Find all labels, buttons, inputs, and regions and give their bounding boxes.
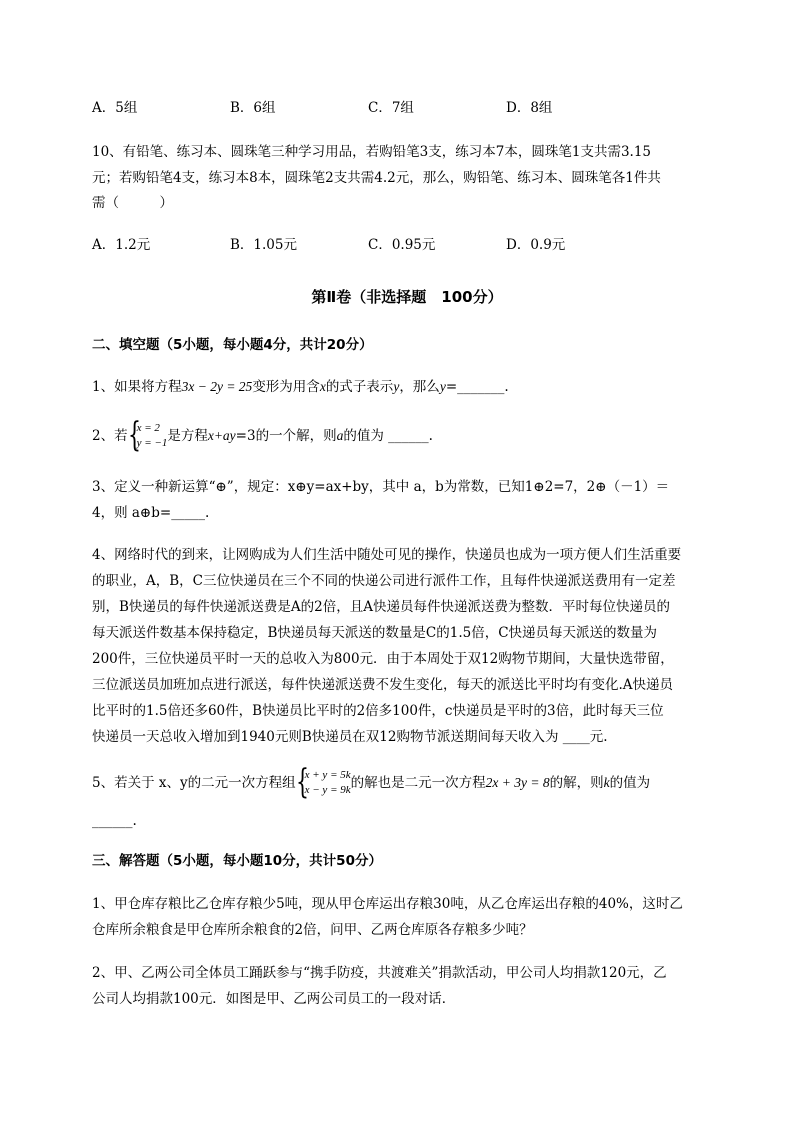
solve-q2-line1: 2、甲、乙两公司全体员工踊跃参与“携手防疫，共渡难关”捐款活动，甲公司人均捐款120元，乙	[92, 965, 667, 981]
equation-system	[295, 761, 351, 802]
fill-q4-line6: 三位派送员加班加点进行派送，每件快递派送费不发生变化，每天的派送比平时均有变化.A快递员	[92, 677, 674, 693]
q-text: 2、若	[92, 428, 128, 444]
equation: 2x + 3y = 8	[485, 775, 550, 790]
fill-q4-line1: 4、网络时代的到来，让网购成为人们生活中随处可见的操作，快递员也成为一项方便人们生活重要	[92, 547, 682, 563]
fill-q4-line8: 快递员一天总收入增加到1940元则B快递员在双12购物节派送期间每天收入为 ____元.	[92, 729, 608, 745]
q-text: 是方程	[167, 428, 208, 444]
solve-q2-line2: 公司人均捐款100元．如图是甲、乙两公司员工的一段对话．	[92, 991, 456, 1007]
q-text: 变形为用含	[252, 379, 320, 395]
q10-options	[92, 235, 722, 255]
option-d: D．8组	[506, 100, 553, 116]
answer-blank: 的值为 ______.	[343, 428, 433, 444]
q10-line2: 元；若购铅笔4支，练习本8本，圆珠笔2支共需4.2元，那么，购铅笔、练习本、圆珠笔各1件共	[92, 170, 661, 186]
q9-options	[92, 98, 722, 118]
fill-q3-line2: 4，则 a⊕b=_____.	[92, 505, 210, 521]
answer-blank: =_______.	[445, 379, 509, 395]
equation: 3x − 2y = 25	[181, 379, 253, 394]
var-y: y	[393, 379, 400, 394]
solve-q1-line1: 1、甲仓库存粮比乙仓库存粮少5吨，现从甲仓库运出存粮30吨，从乙仓库运出存粮的40%，这时乙	[92, 896, 683, 912]
system-eq-1: x = 2	[136, 421, 160, 434]
option-b: B．6组	[230, 100, 276, 116]
section-title: 二、填空题（5小题，每小题4分，共计20分）	[92, 337, 373, 353]
fill-q1	[92, 377, 509, 397]
fill-q4-line3: 别，B快递员的每件快递派送费是A的2倍，且A快递员每件快递派送费为整数．平时每位快递员的	[92, 599, 671, 615]
option-a: A．1.2元	[92, 237, 151, 253]
option-c: C．7组	[368, 100, 414, 116]
part-title: 第Ⅱ卷（非选择题 100分）	[311, 288, 503, 306]
q-text: 5、若关于 x、y的二元一次方程组	[92, 775, 296, 791]
option-d: D．0.9元	[506, 237, 566, 253]
equation: x+ay	[207, 428, 236, 443]
var-a: a	[336, 428, 344, 443]
fill-q3-line1: 3、定义一种新运算“⊕”，规定：x⊕y=ax+by，其中 a，b为常数，已知1⊕2=7，2⊕（－1）＝	[92, 479, 670, 495]
var-x: x	[319, 379, 326, 394]
q-text: 的值为	[609, 775, 651, 791]
equation-system	[127, 414, 168, 455]
fill-q5-line2: ______.	[92, 813, 137, 829]
var-y: y	[439, 379, 446, 394]
q10-line1: 10、有铅笔、练习本、圆珠笔三种学习用品，若购铅笔3支，练习本7本，圆珠笔1支共需3.15	[92, 144, 652, 160]
q10-line3: 需（ ）	[92, 195, 173, 211]
fill-q4-line2: 的职业，A，B，C三位快递员在三个不同的快递公司进行派件工作，且每件快递派送费用有一定差	[92, 573, 676, 589]
option-b: B．1.05元	[230, 237, 297, 253]
fill-q4-line7: 比平时的1.5倍还多60件，B快递员比平时的2倍多100件，c快递员是平时的3倍，此时每天三位	[92, 703, 664, 719]
q-text: 的式子表示	[325, 379, 394, 395]
option-a: A．5组	[92, 100, 138, 116]
q-text: 1、如果将方程	[92, 379, 182, 395]
fill-q5	[92, 761, 651, 802]
q-text: =3的一个解，则	[235, 428, 337, 444]
option-c: C．0.95元	[368, 237, 436, 253]
fill-q4-line4: 每天派送件数基本保持稳定，B快递员每天派送的数量是C的1.5倍，C快递员每天派送的数量为	[92, 625, 658, 641]
brace-icon: {	[127, 414, 141, 455]
fill-q4-line5: 200件，三位快递员平时一天的总收入为800元．由于本周处于双12购物节期间，大量快选带留，	[92, 651, 674, 667]
q-text: 的解，则	[549, 775, 604, 791]
q-text: ，那么	[399, 379, 440, 395]
solve-q1-line2: 仓库所余粮食是甲仓库所余粮食的2倍，问甲、乙两仓库原各存粮多少吨？	[92, 922, 533, 938]
var-k: k	[603, 775, 610, 790]
system-eq-1: x + y = 5k	[304, 768, 351, 781]
system-eq-2: x − y = 9k	[304, 783, 351, 796]
q-text: 的解也是二元一次方程	[350, 775, 486, 791]
system-eq-2: y = −1	[136, 436, 168, 449]
brace-icon: {	[295, 761, 309, 802]
section-title: 三、解答题（5小题，每小题10分，共计50分）	[92, 853, 382, 869]
fill-q2	[92, 414, 433, 455]
